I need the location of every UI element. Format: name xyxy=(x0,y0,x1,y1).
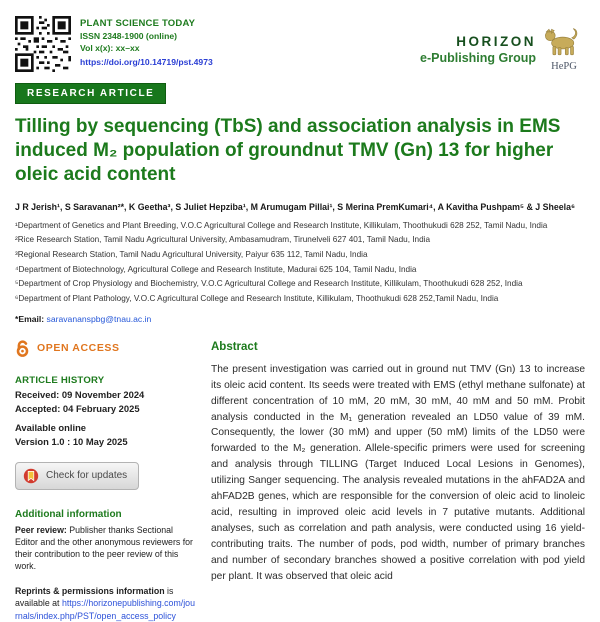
reprints-note xyxy=(15,585,195,621)
peer-review-label: Peer review: xyxy=(15,524,67,535)
affiliation-2: ²Rice Research Station, Tamil Nadu Agricultural University, Ambasamudram, Tirunelveli 627 401, Tamil Nadu, India xyxy=(15,235,431,245)
affiliation-3: ³Regional Research Station, Tamil Nadu Agricultural University, Paiyur 635 112, Tamil Nadu, India xyxy=(15,250,368,260)
qr-code-icon xyxy=(15,16,71,72)
journal-name: PLANT SCIENCE TODAY xyxy=(80,18,196,29)
reprints-mid-text: is available at xyxy=(15,586,174,609)
publisher-block xyxy=(420,16,585,73)
article-meta-sidebar xyxy=(15,339,211,622)
abstract-text: The present investigation was carried out in ground nut TMV (Gn) 13 to increase its oleic acid content. Its seeds were treated with EMS (ethyl methane sulfonate) at different concentration of 10 mM, 20 mM, 30 mM, 40 mM and 50 mM. Probit analysis conducted in the M₁ generation revealed an LD50 value of 39 mM. Consequently, the lower (30 mM) and upper (50 mM) limits of the LD50 were forwarded to the M₂ generation. Allele-specific primers were used for screening and analysis through TILLING (Target Induced Local Lesions in Genomes), utilizing Sanger sequencing. The analysis revealed mutations in the ahFAD2A and ahFAD2B genes, which are responsible for the conversion of oleic acid to linoleic acid, resulting in improved oleic acid levels in 7 putative mutants. Additional analyses, such as correlation and path analysis, were conducted using 16 yield-contributing traits. The number of pods, pod width, number of primary branches and number of secondary branches showed a positive correlation with pod yield per plant. It was observed that oleic acid xyxy=(211,363,585,582)
received-date: Received: 09 November 2024 xyxy=(15,388,145,400)
journal-issn: ISSN 2348-1900 (online) xyxy=(80,31,177,41)
peer-review-text: Publisher thanks Sectional Editor and the other anonymous reviewers for their contribution to the peer review of this work. xyxy=(15,524,193,572)
peer-review-note xyxy=(15,524,195,573)
check-for-updates-label: Check for updates xyxy=(46,470,128,482)
journal-volume: Vol x(x): xx–xx xyxy=(80,43,140,54)
lion-icon xyxy=(543,26,585,60)
open-access-lock-icon xyxy=(15,339,30,358)
reprints-policy-link[interactable]: https://horizonepublishing.com/journals/index.php/PST/open_access_policy xyxy=(15,598,195,621)
accepted-date: Accepted: 04 February 2025 xyxy=(15,402,140,414)
publisher-logo xyxy=(543,26,585,73)
article-title: Tilling by sequencing (TbS) and association analysis in EMS induced M₂ population of groundnut TMV (Gn) 13 for higher oleic acid content xyxy=(15,115,561,185)
check-for-updates-button[interactable] xyxy=(15,462,139,490)
journal-info xyxy=(80,16,213,69)
affiliation-list xyxy=(15,221,585,303)
publisher-abbr: HePG xyxy=(551,61,577,72)
available-online-label: Available online xyxy=(15,421,87,433)
crossmark-icon xyxy=(23,468,39,484)
page-header xyxy=(15,16,585,73)
affiliation-6: ⁶Department of Plant Pathology, V.O.C Agricultural College and Research Institute, Killikulam, Thoothukudi 628 252,Tamil Nadu, India xyxy=(15,293,499,303)
email-label: *Email: xyxy=(15,313,47,324)
open-access-row xyxy=(15,339,195,358)
affiliation-5: ⁵Department of Crop Physiology and Biochemistry, V.O.C Agricultural College and Research Institute, Killikulam, Thoothukudi 628 252, India xyxy=(15,279,523,289)
article-history-heading: ARTICLE HISTORY xyxy=(15,374,105,386)
publisher-name: HORIZON xyxy=(456,33,536,49)
article-type-badge: RESEARCH ARTICLE xyxy=(15,83,166,104)
doi-link[interactable]: https://doi.org/10.14719/pst.4973 xyxy=(80,56,213,67)
affiliation-1: ¹Department of Genetics and Plant Breeding, V.O.C Agricultural College and Research Institute, Killikulam, Thoothukudi 628 252, Tamil Nadu, India xyxy=(15,220,548,230)
body-columns xyxy=(15,339,585,622)
reprints-label: Reprints & permissions information xyxy=(15,586,165,597)
abstract-column xyxy=(211,339,585,622)
corresponding-email xyxy=(15,314,585,324)
additional-info-heading: Additional information xyxy=(15,508,122,520)
publisher-subtitle: e-Publishing Group xyxy=(420,50,536,65)
open-access-label: OPEN ACCESS xyxy=(37,342,120,355)
email-link[interactable]: saravananspbg@tnau.ac.in xyxy=(46,313,152,324)
author-list: J R Jerish¹, S Saravanan²*, K Geetha³, S Juliet Hepziba¹, M Arumugam Pillai¹, S Merina PremKumari⁴, A Kavitha Pushpam⁵ & J Sheela⁶ xyxy=(15,201,576,212)
version-date: Version 1.0 : 10 May 2025 xyxy=(15,435,128,447)
affiliation-4: ⁴Department of Biotechnology, Agricultural College and Research Institute, Madurai 625 104, Tamil Nadu, India xyxy=(15,264,417,274)
abstract-heading: Abstract xyxy=(211,340,258,353)
